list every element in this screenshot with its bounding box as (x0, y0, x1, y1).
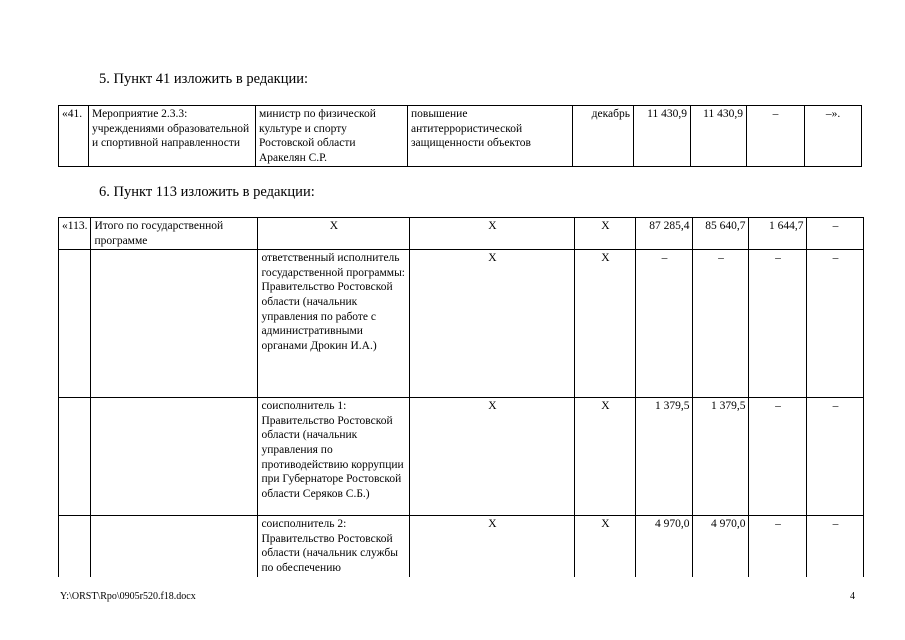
row-number (59, 516, 91, 577)
other-sources: –». (805, 106, 862, 167)
event-name (91, 398, 258, 516)
regional-budget: – (693, 250, 749, 398)
total-amount: 11 430,9 (634, 106, 691, 167)
expected-result: Х (410, 516, 575, 577)
section-heading-6: 6. Пункт 113 изложить в редакции: (99, 184, 315, 200)
regional-budget: 11 430,9 (691, 106, 747, 167)
other-sources: – (807, 218, 864, 250)
responsible-executor: соисполнитель 1: Правительство Ростовской области (начальник управления по противодействию коррупции при Губернаторе Ростовской области Серяков С.Б.) (258, 398, 410, 516)
table-item-113 (58, 217, 864, 577)
responsible-executor: соисполнитель 2: Правительство Ростовской области (начальник службы по обеспечению (258, 516, 410, 577)
table-row (59, 106, 862, 167)
row-number (59, 398, 91, 516)
other-sources: – (807, 398, 864, 516)
table-row (59, 218, 864, 250)
deadline: Х (575, 398, 636, 516)
total-amount: – (636, 250, 693, 398)
event-name: Мероприятие 2.3.3: учреждениями образовательной и спортивной направленности (89, 106, 256, 167)
responsible-executor: Х (258, 218, 410, 250)
expected-result: Х (410, 250, 575, 398)
federal-budget: – (749, 398, 807, 516)
federal-budget: – (749, 516, 807, 577)
page-number: 4 (850, 591, 855, 602)
regional-budget: 1 379,5 (693, 398, 749, 516)
table-row (59, 398, 864, 516)
deadline: Х (575, 218, 636, 250)
table-row (59, 516, 864, 577)
regional-budget: 85 640,7 (693, 218, 749, 250)
federal-budget: – (749, 250, 807, 398)
federal-budget: – (747, 106, 805, 167)
table-item-41 (58, 105, 862, 167)
federal-budget: 1 644,7 (749, 218, 807, 250)
document-path: Y:\ORST\Rpo\0905r520.f18.docx (60, 591, 196, 602)
expected-result: Х (410, 398, 575, 516)
section-heading-5: 5. Пункт 41 изложить в редакции: (99, 71, 309, 87)
responsible-executor: министр по физической культуре и спорту Ростовской области Аракелян С.Р. (256, 106, 408, 167)
row-number: «41. (59, 106, 89, 167)
other-sources: – (807, 250, 864, 398)
event-name (91, 250, 258, 398)
row-number (59, 250, 91, 398)
event-name: Итого по государственной программе (91, 218, 258, 250)
expected-result: повышение антитеррористической защищенности объектов (408, 106, 573, 167)
total-amount: 87 285,4 (636, 218, 693, 250)
regional-budget: 4 970,0 (693, 516, 749, 577)
deadline: Х (575, 250, 636, 398)
other-sources: – (807, 516, 864, 577)
responsible-executor: ответственный исполнитель государственной программы: Правительство Ростовской области (начальник управления по работе с административными органами Дрокин И.А.) (258, 250, 410, 398)
expected-result: Х (410, 218, 575, 250)
table-row (59, 250, 864, 398)
total-amount: 1 379,5 (636, 398, 693, 516)
event-name (91, 516, 258, 577)
total-amount: 4 970,0 (636, 516, 693, 577)
deadline: Х (575, 516, 636, 577)
row-number: «113. (59, 218, 91, 250)
deadline: декабрь (573, 106, 634, 167)
